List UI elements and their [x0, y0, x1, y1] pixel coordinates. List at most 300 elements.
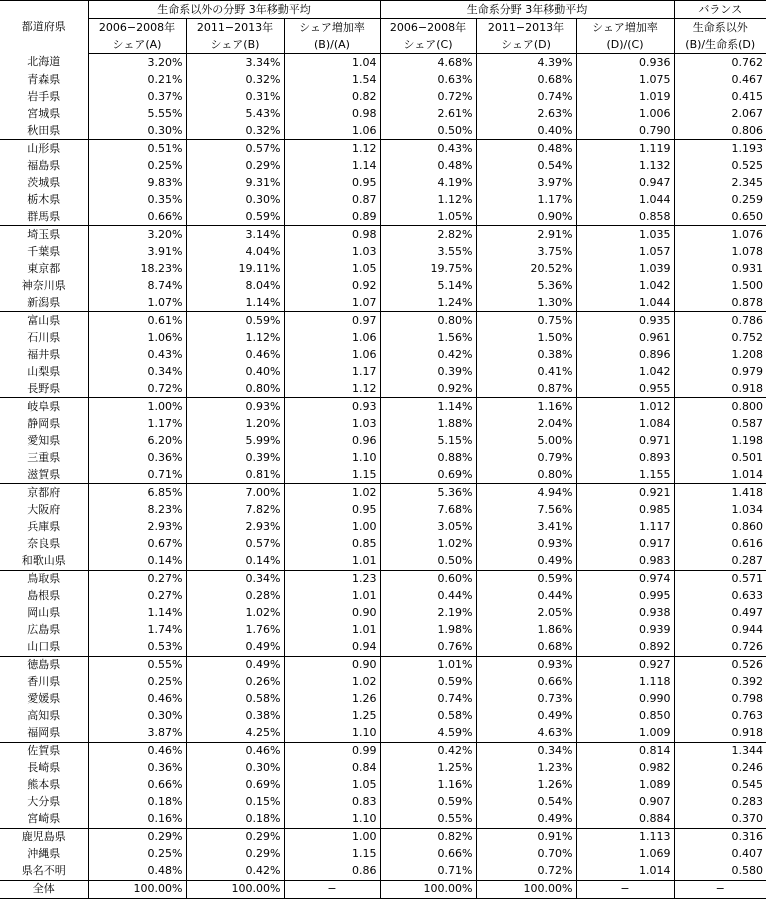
total-label: 全体	[0, 880, 88, 898]
share-b-cell: 5.99%	[186, 432, 284, 449]
ratio-ba-cell: 1.12	[284, 380, 380, 398]
share-d-cell: 5.36%	[476, 277, 576, 294]
header-col-dc-line2: (D)/(C)	[576, 36, 674, 54]
table-row	[0, 588, 766, 605]
table-row	[0, 105, 766, 122]
share-d-cell: 0.73%	[476, 691, 576, 708]
prefecture-cell: 千葉県	[27, 244, 61, 258]
header-group-life: 生命系分野 3年移動平均	[380, 1, 674, 19]
share-c-cell: 5.36%	[380, 484, 476, 502]
ratio-dc-cell: 0.935	[576, 312, 674, 330]
ratio-ba-cell: 1.17	[284, 363, 380, 380]
share-b-cell: 2.93%	[186, 518, 284, 535]
ratio-dc-cell: 1.035	[576, 226, 674, 244]
table-body	[0, 54, 766, 899]
share-c-cell: 0.58%	[380, 708, 476, 725]
ratio-ba-cell: 1.03	[284, 243, 380, 260]
share-a-cell: 0.48%	[88, 863, 186, 881]
ratio-ba-cell: 0.86	[284, 863, 380, 881]
prefecture-cell: 香川県	[27, 675, 61, 689]
share-b-cell: 0.46%	[186, 742, 284, 760]
ratio-ba-cell: 0.97	[284, 312, 380, 330]
share-d-cell: 0.54%	[476, 794, 576, 811]
header-col-bal-line1: 生命系以外	[674, 19, 766, 37]
share-d-cell: 0.79%	[476, 449, 576, 466]
share-d-cell: 0.40%	[476, 122, 576, 140]
share-a-cell: 0.71%	[88, 466, 186, 484]
header-col-b-line2: シェア(B)	[186, 36, 284, 54]
ratio-dc-cell: 1.044	[576, 294, 674, 312]
share-b-cell: 0.28%	[186, 588, 284, 605]
share-d-cell: 0.49%	[476, 708, 576, 725]
prefecture-cell: 佐賀県	[0, 742, 88, 760]
balance-cell: 0.616	[674, 535, 766, 552]
share-d-cell: 0.93%	[476, 656, 576, 674]
share-c-cell: 4.59%	[380, 725, 476, 743]
share-b-cell: 0.29%	[186, 828, 284, 846]
ratio-dc-cell: 1.057	[576, 243, 674, 260]
ratio-ba-cell: 0.98	[284, 226, 380, 244]
ratio-ba-cell: 0.83	[284, 794, 380, 811]
balance-cell: 0.501	[674, 449, 766, 466]
total-ratio-ba-cell: −	[284, 880, 380, 898]
header-col-c-line2: シェア(C)	[380, 36, 476, 54]
share-d-cell: 1.30%	[476, 294, 576, 312]
ratio-ba-cell: 0.94	[284, 639, 380, 657]
table-row	[0, 846, 766, 863]
share-c-cell: 3.05%	[380, 518, 476, 535]
table-row	[0, 191, 766, 208]
ratio-dc-cell: 0.907	[576, 794, 674, 811]
ratio-ba-cell: 1.14	[284, 157, 380, 174]
prefecture-cell: 茨城県	[27, 175, 61, 189]
table-row	[0, 708, 766, 725]
table-row	[0, 140, 766, 158]
header-col-ba-line1: シェア増加率	[284, 19, 380, 37]
table-row	[0, 174, 766, 191]
share-b-cell: 0.18%	[186, 811, 284, 829]
ratio-dc-cell: 0.927	[576, 656, 674, 674]
share-b-cell: 7.82%	[186, 501, 284, 518]
share-a-cell: 0.14%	[88, 553, 186, 571]
share-b-cell: 0.42%	[186, 863, 284, 881]
share-a-cell: 0.67%	[88, 535, 186, 552]
ratio-ba-cell: 1.06	[284, 329, 380, 346]
share-c-cell: 0.43%	[380, 140, 476, 158]
table-row	[0, 122, 766, 140]
share-d-cell: 1.86%	[476, 622, 576, 639]
share-c-cell: 5.14%	[380, 277, 476, 294]
share-b-cell: 0.32%	[186, 71, 284, 88]
share-c-cell: 1.56%	[380, 329, 476, 346]
prefecture-cell: 鳥取県	[0, 570, 88, 588]
header-group-balance: バランス	[674, 1, 766, 19]
header-col-c-line1: 2006−2008年	[380, 19, 476, 37]
share-a-cell: 0.34%	[88, 363, 186, 380]
balance-cell: 0.650	[674, 208, 766, 226]
balance-cell: 0.979	[674, 363, 766, 380]
ratio-dc-cell: 0.938	[576, 605, 674, 622]
table-row	[0, 398, 766, 416]
share-d-cell: 2.05%	[476, 605, 576, 622]
ratio-dc-cell: 1.019	[576, 88, 674, 105]
balance-cell: 2.345	[674, 174, 766, 191]
header-row-sub2	[0, 36, 766, 54]
ratio-ba-cell: 0.95	[284, 501, 380, 518]
share-d-cell: 0.34%	[476, 742, 576, 760]
ratio-dc-cell: 1.009	[576, 725, 674, 743]
share-a-cell: 0.61%	[88, 312, 186, 330]
ratio-ba-cell: 0.99	[284, 742, 380, 760]
share-a-cell: 0.53%	[88, 639, 186, 657]
prefecture-cell: 奈良県	[27, 536, 61, 550]
share-d-cell: 0.49%	[476, 553, 576, 571]
prefecture-cell: 秋田県	[27, 123, 61, 137]
ratio-ba-cell: 0.90	[284, 656, 380, 674]
ratio-ba-cell: 0.85	[284, 535, 380, 552]
share-b-cell: 0.32%	[186, 122, 284, 140]
share-b-cell: 0.49%	[186, 656, 284, 674]
share-d-cell: 3.41%	[476, 518, 576, 535]
share-b-cell: 1.14%	[186, 294, 284, 312]
ratio-ba-cell: 0.98	[284, 105, 380, 122]
share-d-cell: 0.70%	[476, 846, 576, 863]
share-d-cell: 0.80%	[476, 466, 576, 484]
ratio-ba-cell: 0.92	[284, 277, 380, 294]
prefecture-cell: 青森県	[27, 72, 61, 86]
ratio-ba-cell: 1.15	[284, 466, 380, 484]
ratio-dc-cell: 0.961	[576, 329, 674, 346]
share-d-cell: 1.23%	[476, 760, 576, 777]
share-a-cell: 0.72%	[88, 380, 186, 398]
table-row	[0, 794, 766, 811]
ratio-dc-cell: 1.132	[576, 157, 674, 174]
balance-cell: 0.762	[674, 54, 766, 72]
share-c-cell: 0.92%	[380, 380, 476, 398]
table-row	[0, 466, 766, 484]
table-row	[0, 742, 766, 760]
ratio-ba-cell: 1.10	[284, 725, 380, 743]
balance-cell: 0.525	[674, 157, 766, 174]
ratio-dc-cell: 0.814	[576, 742, 674, 760]
prefecture-cell: 大阪府	[27, 502, 61, 516]
ratio-dc-cell: 1.113	[576, 828, 674, 846]
share-b-cell: 0.40%	[186, 363, 284, 380]
ratio-dc-cell: 1.084	[576, 415, 674, 432]
prefecture-cell: 鹿児島県	[0, 828, 88, 846]
table-row	[0, 863, 766, 881]
share-b-cell: 3.34%	[186, 54, 284, 72]
balance-cell: 1.344	[674, 742, 766, 760]
header-col-a-line1: 2006−2008年	[88, 19, 186, 37]
share-c-cell: 0.42%	[380, 742, 476, 760]
share-b-cell: 0.58%	[186, 691, 284, 708]
share-c-cell: 1.01%	[380, 656, 476, 674]
share-a-cell: 0.36%	[88, 760, 186, 777]
total-share-d-cell: 100.00%	[476, 880, 576, 898]
share-c-cell: 2.19%	[380, 605, 476, 622]
prefecture-cell: 愛知県	[27, 433, 61, 447]
header-col-d-line1: 2011−2013年	[476, 19, 576, 37]
ratio-dc-cell: 0.936	[576, 54, 674, 72]
ratio-dc-cell: 1.075	[576, 71, 674, 88]
prefecture-cell: 東京都	[27, 261, 61, 275]
table-row	[0, 553, 766, 571]
table-row	[0, 54, 766, 72]
share-b-cell: 7.00%	[186, 484, 284, 502]
share-c-cell: 1.98%	[380, 622, 476, 639]
header-col-bal-line2: (B)/生命系(D)	[674, 36, 766, 54]
share-d-cell: 0.68%	[476, 639, 576, 657]
share-c-cell: 0.71%	[380, 863, 476, 881]
ratio-ba-cell: 0.93	[284, 398, 380, 416]
prefecture-cell: 栃木県	[27, 192, 61, 206]
prefecture-cell: 長野県	[27, 381, 61, 395]
ratio-ba-cell: 1.15	[284, 846, 380, 863]
share-d-cell: 1.17%	[476, 191, 576, 208]
balance-cell: 0.633	[674, 588, 766, 605]
ratio-ba-cell: 1.00	[284, 828, 380, 846]
prefecture-cell: 大分県	[27, 795, 61, 809]
prefecture-cell: 熊本県	[27, 778, 61, 792]
ratio-dc-cell: 1.014	[576, 863, 674, 881]
table-row	[0, 501, 766, 518]
share-d-cell: 0.49%	[476, 811, 576, 829]
share-b-cell: 0.59%	[186, 208, 284, 226]
ratio-ba-cell: 1.01	[284, 588, 380, 605]
balance-cell: 1.198	[674, 432, 766, 449]
prefecture-cell: 島根県	[27, 589, 61, 603]
header-col-dc-line1: シェア増加率	[576, 19, 674, 37]
prefecture-cell: 埼玉県	[0, 226, 88, 244]
balance-cell: 0.944	[674, 622, 766, 639]
share-d-cell: 0.48%	[476, 140, 576, 158]
header-prefecture: 都道府県	[0, 1, 88, 54]
balance-cell: 1.078	[674, 243, 766, 260]
total-ratio-dc-cell: −	[576, 880, 674, 898]
ratio-ba-cell: 1.00	[284, 518, 380, 535]
share-c-cell: 0.50%	[380, 122, 476, 140]
share-a-cell: 0.30%	[88, 122, 186, 140]
share-b-cell: 1.02%	[186, 605, 284, 622]
share-c-cell: 0.82%	[380, 828, 476, 846]
prefecture-cell: 長崎県	[27, 761, 61, 775]
share-c-cell: 0.60%	[380, 570, 476, 588]
share-a-cell: 0.30%	[88, 708, 186, 725]
total-balance-cell: −	[674, 880, 766, 898]
share-c-cell: 0.72%	[380, 88, 476, 105]
balance-cell: 0.392	[674, 674, 766, 691]
balance-cell: 0.878	[674, 294, 766, 312]
share-b-cell: 0.57%	[186, 140, 284, 158]
table-row	[0, 484, 766, 502]
prefecture-cell: 群馬県	[27, 209, 61, 223]
balance-cell: 0.415	[674, 88, 766, 105]
total-share-c-cell: 100.00%	[380, 880, 476, 898]
share-a-cell: 0.66%	[88, 777, 186, 794]
share-d-cell: 0.54%	[476, 157, 576, 174]
table-row	[0, 777, 766, 794]
ratio-dc-cell: 1.039	[576, 260, 674, 277]
share-a-cell: 1.74%	[88, 622, 186, 639]
ratio-ba-cell: 1.26	[284, 691, 380, 708]
share-d-cell: 0.38%	[476, 346, 576, 363]
balance-cell: 0.798	[674, 691, 766, 708]
share-c-cell: 1.14%	[380, 398, 476, 416]
share-a-cell: 0.51%	[88, 140, 186, 158]
balance-cell: 0.918	[674, 725, 766, 743]
table-row	[0, 432, 766, 449]
share-a-cell: 5.55%	[88, 105, 186, 122]
share-c-cell: 0.44%	[380, 588, 476, 605]
share-c-cell: 1.24%	[380, 294, 476, 312]
prefecture-cell: 愛媛県	[27, 692, 61, 706]
share-a-cell: 0.25%	[88, 846, 186, 863]
ratio-dc-cell: 0.947	[576, 174, 674, 191]
prefecture-cell: 京都府	[0, 484, 88, 502]
prefecture-cell: 岡山県	[27, 606, 61, 620]
share-b-cell: 0.15%	[186, 794, 284, 811]
share-b-cell: 0.46%	[186, 346, 284, 363]
share-c-cell: 4.68%	[380, 54, 476, 72]
prefecture-cell: 富山県	[0, 312, 88, 330]
prefecture-cell: 宮崎県	[27, 812, 61, 826]
share-a-cell: 0.36%	[88, 449, 186, 466]
balance-cell: 1.500	[674, 277, 766, 294]
balance-cell: 0.580	[674, 863, 766, 881]
ratio-ba-cell: 1.25	[284, 708, 380, 725]
prefecture-cell: 福岡県	[27, 726, 61, 740]
table-row	[0, 415, 766, 432]
prefecture-cell: 山口県	[27, 640, 61, 654]
share-b-cell: 0.39%	[186, 449, 284, 466]
balance-cell: 1.418	[674, 484, 766, 502]
share-c-cell: 1.05%	[380, 208, 476, 226]
ratio-ba-cell: 0.82	[284, 88, 380, 105]
ratio-dc-cell: 0.892	[576, 639, 674, 657]
prefecture-cell: 山形県	[0, 140, 88, 158]
table-row	[0, 518, 766, 535]
share-b-cell: 0.38%	[186, 708, 284, 725]
share-c-cell: 3.55%	[380, 243, 476, 260]
ratio-ba-cell: 0.90	[284, 605, 380, 622]
prefecture-cell: 滋賀県	[27, 467, 61, 481]
header-group-non-life: 生命系以外の分野 3年移動平均	[88, 1, 380, 19]
ratio-ba-cell: 1.02	[284, 674, 380, 691]
prefecture-cell: 県名不明	[21, 864, 66, 878]
share-a-cell: 0.18%	[88, 794, 186, 811]
table-row	[0, 157, 766, 174]
ratio-dc-cell: 0.893	[576, 449, 674, 466]
ratio-dc-cell: 0.850	[576, 708, 674, 725]
share-b-cell: 0.30%	[186, 760, 284, 777]
share-a-cell: 3.87%	[88, 725, 186, 743]
header-col-b-line1: 2011−2013年	[186, 19, 284, 37]
ratio-dc-cell: 1.089	[576, 777, 674, 794]
balance-cell: 0.860	[674, 518, 766, 535]
share-b-cell: 1.20%	[186, 415, 284, 432]
share-d-cell: 2.91%	[476, 226, 576, 244]
prefecture-cell: 和歌山県	[21, 554, 66, 567]
share-d-cell: 0.91%	[476, 828, 576, 846]
table-row	[0, 760, 766, 777]
share-d-cell: 5.00%	[476, 432, 576, 449]
table-row	[0, 88, 766, 105]
share-b-cell: 0.29%	[186, 157, 284, 174]
ratio-ba-cell: 0.96	[284, 432, 380, 449]
prefecture-cell: 福島県	[27, 158, 61, 172]
share-b-cell: 0.80%	[186, 380, 284, 398]
share-d-cell: 0.66%	[476, 674, 576, 691]
ratio-dc-cell: 0.990	[576, 691, 674, 708]
ratio-dc-cell: 1.012	[576, 398, 674, 416]
share-d-cell: 3.97%	[476, 174, 576, 191]
prefecture-cell: 石川県	[27, 330, 61, 344]
table-row	[0, 260, 766, 277]
share-a-cell: 2.93%	[88, 518, 186, 535]
share-d-cell: 1.50%	[476, 329, 576, 346]
ratio-ba-cell: 0.84	[284, 760, 380, 777]
share-a-cell: 0.27%	[88, 570, 186, 588]
share-d-cell: 0.44%	[476, 588, 576, 605]
total-row	[0, 880, 766, 898]
table-row	[0, 639, 766, 657]
table-row	[0, 208, 766, 226]
share-b-cell: 8.04%	[186, 277, 284, 294]
share-d-cell: 0.59%	[476, 570, 576, 588]
ratio-ba-cell: 1.54	[284, 71, 380, 88]
ratio-dc-cell: 0.921	[576, 484, 674, 502]
balance-cell: 0.497	[674, 605, 766, 622]
share-d-cell: 4.39%	[476, 54, 576, 72]
ratio-dc-cell: 0.995	[576, 588, 674, 605]
ratio-dc-cell: 0.974	[576, 570, 674, 588]
share-a-cell: 0.46%	[88, 691, 186, 708]
ratio-dc-cell: 1.118	[576, 674, 674, 691]
ratio-ba-cell: 1.23	[284, 570, 380, 588]
table-row	[0, 346, 766, 363]
share-b-cell: 4.04%	[186, 243, 284, 260]
ratio-dc-cell: 0.982	[576, 760, 674, 777]
share-d-cell: 2.04%	[476, 415, 576, 432]
share-d-cell: 0.75%	[476, 312, 576, 330]
share-d-cell: 20.52%	[476, 260, 576, 277]
balance-cell: 0.316	[674, 828, 766, 846]
share-d-cell: 4.63%	[476, 725, 576, 743]
balance-cell: 1.193	[674, 140, 766, 158]
ratio-dc-cell: 0.983	[576, 553, 674, 571]
ratio-ba-cell: 1.07	[284, 294, 380, 312]
table-row	[0, 329, 766, 346]
share-b-cell: 3.14%	[186, 226, 284, 244]
balance-cell: 0.763	[674, 708, 766, 725]
share-a-cell: 3.20%	[88, 226, 186, 244]
share-a-cell: 0.37%	[88, 88, 186, 105]
share-c-cell: 0.74%	[380, 691, 476, 708]
share-a-cell: 0.16%	[88, 811, 186, 829]
share-a-cell: 6.85%	[88, 484, 186, 502]
share-d-cell: 0.87%	[476, 380, 576, 398]
share-c-cell: 0.42%	[380, 346, 476, 363]
ratio-dc-cell: 0.884	[576, 811, 674, 829]
share-a-cell: 0.46%	[88, 742, 186, 760]
share-c-cell: 4.19%	[380, 174, 476, 191]
prefecture-cell: 岐阜県	[0, 398, 88, 416]
balance-cell: 1.014	[674, 466, 766, 484]
prefecture-cell: 神奈川県	[21, 278, 66, 292]
balance-cell: 0.526	[674, 656, 766, 674]
share-d-cell: 7.56%	[476, 501, 576, 518]
